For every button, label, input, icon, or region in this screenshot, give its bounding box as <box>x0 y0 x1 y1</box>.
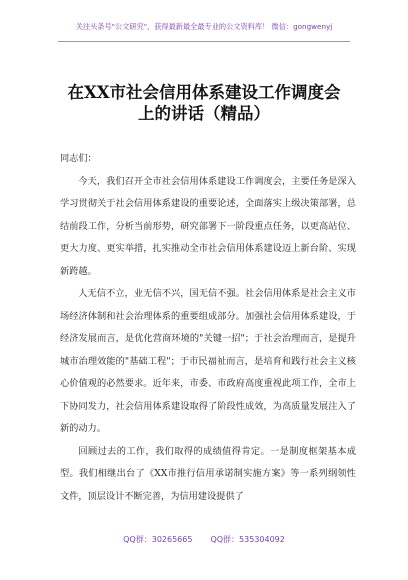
title-line-2: 上的讲话（精品） <box>138 104 270 123</box>
salutation: 同志们： <box>60 153 97 164</box>
document-body <box>60 148 356 508</box>
title-line-1: 在XX市社会信用体系建设工作调度会 <box>67 83 341 102</box>
paragraph: 今天，我们召开全市社会信用体系建设工作调度会，主要任务是深入学习贯彻关于社会信用体系建设的重要论述，全面落实上级决策部署，总结前段工作，分析当前形势，研究部署下一阶段重点任务，以更高站位、更大力度、更实举措，扎实推动全市社会信用体系建设迈上新台阶、实现新跨越。 <box>60 175 356 277</box>
footer-qq-group-2: QQ群：535304092 <box>210 535 285 544</box>
header-banner: 关注头条号"公文研究"，获得最新最全最专业的公文资料库！ 微信：gongwenyj <box>75 22 333 31</box>
paragraph: 人无信不立，业无信不兴，国无信不强。社会信用体系是社会主义市场经济体制和社会治理体系的重要组成部分。加强社会信用体系建设，于经济发展而言，是优化营商环境的"关键一招"；于社会治理而言，是提升城市治理效能的"基础工程"；于市民福祉而言，是培育和践行社会主义核心价值观的必然要求。近年来，市委、市政府高度重视此项工作，全市上下协同发力，社会信用体系建设取得了阶段性成效，为高质量发展注入了新的动力。 <box>60 288 356 434</box>
document-title <box>40 82 368 124</box>
paragraph: 回顾过去的工作，我们取得的成绩值得肯定。一是制度框架基本成型。我们相继出台了《XX市推行信用承诺制实施方案》等一系列纲领性文件，顶层设计不断完善，为信用建设提供了 <box>60 445 356 502</box>
footer <box>0 534 408 545</box>
footer-qq-group-1: QQ群：30265665 <box>123 535 193 544</box>
header-divider <box>58 41 350 42</box>
